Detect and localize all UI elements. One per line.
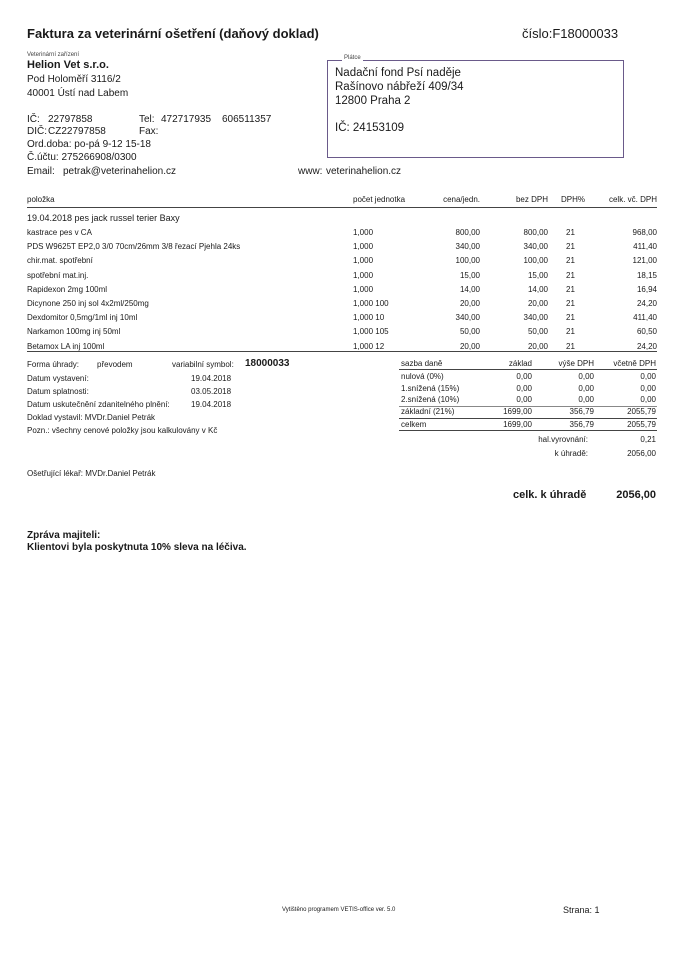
invoice-number-label: číslo: bbox=[522, 26, 553, 41]
rounding-label: hal.vyrovnání: bbox=[538, 435, 588, 444]
item-total: 24,20 bbox=[636, 341, 657, 351]
payer-caption: Plátce bbox=[344, 55, 361, 61]
item-total: 18,15 bbox=[636, 270, 657, 280]
payer-name: Nadační fond Psí naděje bbox=[335, 67, 461, 79]
item-total: 16,94 bbox=[636, 284, 657, 294]
item-without-vat: 100,00 bbox=[523, 256, 548, 266]
clinic-ic: 22797858 bbox=[48, 114, 93, 125]
item-total: 24,20 bbox=[636, 299, 657, 308]
table-header-rule bbox=[27, 207, 657, 208]
vat-amount: 0,00 bbox=[578, 372, 594, 381]
vat-header-base: základ bbox=[508, 359, 532, 368]
clinic-city: 40001 Ústí nad Labem bbox=[27, 88, 129, 99]
issued-label: Datum vystavení: bbox=[27, 374, 89, 383]
payment-method: převodem bbox=[97, 360, 133, 369]
vat-header-rule bbox=[399, 369, 657, 370]
col-header-qty: počet jednotka bbox=[353, 195, 406, 204]
clinic-dic-label: DIČ: bbox=[27, 126, 47, 137]
item-qty: 1,000 12 bbox=[353, 341, 385, 351]
item-vat-pct: 21 bbox=[566, 313, 575, 323]
item-total: 121,00 bbox=[632, 256, 657, 266]
invoice-number bbox=[522, 26, 618, 41]
item-vat-pct: 21 bbox=[566, 228, 575, 237]
clinic-street: Pod Holoměří 3116/2 bbox=[27, 74, 121, 85]
vat-total-rate: celkem bbox=[401, 420, 427, 429]
col-header-vat-pct: DPH% bbox=[561, 195, 586, 204]
vat-bottom-rule bbox=[399, 430, 657, 431]
item-total: 60,50 bbox=[636, 327, 657, 337]
item-total: 968,00 bbox=[632, 228, 657, 237]
item-unit-price: 20,00 bbox=[459, 341, 480, 351]
item-vat-pct: 21 bbox=[566, 242, 575, 252]
clinic-ic-label: IČ: bbox=[27, 114, 40, 125]
clinic-www: veterinahelion.cz bbox=[326, 166, 402, 177]
clinic-name: Helion Vet s.r.o. bbox=[27, 59, 109, 71]
item-name: Rapidexon 2mg 100ml bbox=[27, 284, 108, 294]
item-qty: 1,000 bbox=[353, 270, 374, 280]
issuer: Doklad vystavil: MVDr.Daniel Petrák bbox=[27, 413, 156, 422]
vat-incl: 2055,79 bbox=[627, 406, 656, 416]
item-without-vat: 50,00 bbox=[527, 327, 548, 337]
grand-total-label: celk. k úhradě bbox=[513, 489, 587, 501]
currency-note: Pozn.: všechny cenové položky jsou kalkulovány v Kč bbox=[27, 426, 218, 435]
to-pay-label: k úhradě: bbox=[554, 449, 588, 458]
due-date: 03.05.2018 bbox=[191, 387, 232, 396]
item-vat-pct: 21 bbox=[566, 284, 575, 294]
vat-base: 0,00 bbox=[516, 372, 532, 381]
clinic-tel-label: Tel: bbox=[139, 114, 155, 125]
item-unit-price: 14,00 bbox=[459, 284, 480, 294]
footer-page-number: 1 bbox=[594, 905, 600, 915]
vat-incl: 0,00 bbox=[640, 372, 656, 381]
table-footer-rule bbox=[27, 351, 657, 352]
clinic-hours: Ord.doba: po-pá 9-12 15-18 bbox=[27, 139, 151, 150]
vs-label: variabilní symbol: bbox=[172, 360, 234, 369]
clinic-email-label: Email: bbox=[27, 166, 55, 177]
col-header-total: celk. vč. DPH bbox=[608, 195, 657, 204]
item-without-vat: 20,00 bbox=[527, 341, 548, 351]
grand-total-value: 2056,00 bbox=[616, 489, 656, 501]
item-unit-price: 100,00 bbox=[455, 256, 480, 266]
vat-total-base: 1699,00 bbox=[503, 420, 532, 429]
item-name: PDS W9625T EP2,0 3/0 70cm/26mm 3/8 řezací Pjehla 24ks bbox=[27, 242, 241, 252]
item-qty: 1,000 bbox=[353, 256, 374, 266]
item-without-vat: 15,00 bbox=[527, 270, 548, 280]
visit-line: 19.04.2018 pes jack russel terier Baxy bbox=[27, 213, 180, 223]
vat-rate: 1.snížená (15%) bbox=[401, 383, 460, 393]
taxable-label: Datum uskutečnění zdanitelného plnění: bbox=[27, 400, 170, 409]
vat-base: 0,00 bbox=[516, 383, 532, 393]
item-unit-price: 340,00 bbox=[455, 242, 480, 252]
clinic-dic: CZ22797858 bbox=[48, 126, 106, 137]
vat-base: 1699,00 bbox=[503, 406, 532, 416]
footer-page-label: Strana: bbox=[563, 905, 593, 915]
vat-total-vat: 356,79 bbox=[569, 420, 594, 429]
item-name: spotřební mat.inj. bbox=[27, 270, 89, 280]
vat-amount: 0,00 bbox=[578, 395, 594, 404]
treating-doctor: Ošetřující lékař: MVDr.Daniel Petrák bbox=[27, 469, 156, 478]
footer-page bbox=[563, 905, 600, 915]
vat-header-rate: sazba daně bbox=[401, 359, 443, 368]
item-name: Dexdomitor 0,5mg/1ml inj 10ml bbox=[27, 313, 138, 323]
item-vat-pct: 21 bbox=[566, 299, 575, 308]
item-vat-pct: 21 bbox=[566, 256, 575, 266]
clinic-tel: 472717935 bbox=[161, 114, 212, 125]
item-without-vat: 20,00 bbox=[527, 299, 548, 308]
clinic-tel2: 606511357 bbox=[222, 114, 272, 125]
item-name: Betamox LA inj 100ml bbox=[27, 341, 105, 351]
vat-rate: 2.snížená (10%) bbox=[401, 395, 460, 404]
item-without-vat: 340,00 bbox=[523, 313, 548, 323]
item-qty: 1,000 bbox=[353, 242, 374, 252]
payer-street: Rašínovo nábřeží 409/34 bbox=[335, 81, 464, 93]
item-qty: 1,000 bbox=[353, 228, 374, 237]
item-qty: 1,000 105 bbox=[353, 327, 389, 337]
item-vat-pct: 21 bbox=[566, 270, 575, 280]
clinic-email: petrak@veterinahelion.cz bbox=[63, 166, 176, 177]
payer-city: 12800 Praha 2 bbox=[335, 95, 411, 107]
item-unit-price: 20,00 bbox=[459, 299, 480, 308]
vat-rate: základní (21%) bbox=[401, 406, 455, 416]
col-header-without-vat: bez DPH bbox=[515, 195, 548, 204]
message-title: Zpráva majiteli: bbox=[27, 530, 101, 541]
due-label: Datum splatnosti: bbox=[27, 387, 89, 396]
item-vat-pct: 21 bbox=[566, 327, 575, 337]
vat-total-incl: 2055,79 bbox=[627, 420, 656, 429]
item-name: chir.mat. spotřební bbox=[27, 256, 93, 266]
taxable-date: 19.04.2018 bbox=[191, 400, 232, 409]
item-total: 411,40 bbox=[633, 242, 657, 252]
item-unit-price: 15,00 bbox=[459, 270, 480, 280]
col-header-unit-price: cena/jedn. bbox=[443, 195, 480, 204]
vat-amount: 0,00 bbox=[578, 383, 594, 393]
item-unit-price: 800,00 bbox=[455, 228, 480, 237]
vat-amount: 356,79 bbox=[569, 406, 594, 416]
item-name: kastrace pes v CA bbox=[27, 228, 92, 237]
message-text: Klientovi byla poskytnuta 10% sleva na léčiva. bbox=[27, 542, 247, 553]
item-unit-price: 340,00 bbox=[455, 313, 480, 323]
rounding-value: 0,21 bbox=[640, 435, 656, 444]
item-qty: 1,000 100 bbox=[353, 299, 389, 308]
vat-total-rule bbox=[399, 418, 657, 419]
item-name: Dicynone 250 inj sol 4x2ml/250mg bbox=[27, 299, 149, 308]
item-without-vat: 340,00 bbox=[523, 242, 548, 252]
item-total: 411,40 bbox=[633, 313, 657, 323]
payer-ic-label: IČ: bbox=[335, 122, 350, 134]
invoice-title: Faktura za veterinární ošetření (daňový doklad) bbox=[27, 26, 319, 41]
vat-header-vat: výše DPH bbox=[558, 359, 594, 368]
issued-date: 19.04.2018 bbox=[191, 374, 232, 383]
item-unit-price: 50,00 bbox=[459, 327, 480, 337]
payer-ic bbox=[335, 122, 404, 134]
vat-base: 0,00 bbox=[516, 395, 532, 404]
invoice-number-value: F18000033 bbox=[552, 26, 619, 41]
clinic-account: Č.účtu: 275266908/0300 bbox=[27, 152, 137, 163]
col-header-item: položka bbox=[27, 195, 55, 204]
vat-basic-rule bbox=[399, 406, 657, 407]
vat-incl: 0,00 bbox=[640, 395, 656, 404]
payer-ic-value: 24153109 bbox=[352, 122, 405, 134]
item-qty: 1,000 10 bbox=[353, 313, 385, 323]
vs-value: 18000033 bbox=[245, 358, 290, 369]
to-pay-value: 2056,00 bbox=[627, 449, 656, 458]
vat-header-incl: včetně DPH bbox=[613, 359, 656, 368]
vat-incl: 0,00 bbox=[640, 383, 656, 393]
clinic-www-label: www: bbox=[298, 166, 323, 177]
item-without-vat: 14,00 bbox=[527, 284, 548, 294]
clinic-caption: Veterinární zařízení bbox=[27, 52, 80, 58]
item-without-vat: 800,00 bbox=[523, 228, 548, 237]
vat-rate: nulová (0%) bbox=[401, 372, 444, 381]
item-qty: 1,000 bbox=[353, 284, 374, 294]
footer-program: Vytištěno programem VETIS-office ver. 5.0 bbox=[282, 907, 396, 913]
payment-method-label: Forma úhrady: bbox=[27, 360, 80, 369]
item-vat-pct: 21 bbox=[566, 341, 575, 351]
clinic-fax-label: Fax: bbox=[139, 126, 159, 137]
item-name: Narkamon 100mg inj 50ml bbox=[27, 327, 121, 337]
